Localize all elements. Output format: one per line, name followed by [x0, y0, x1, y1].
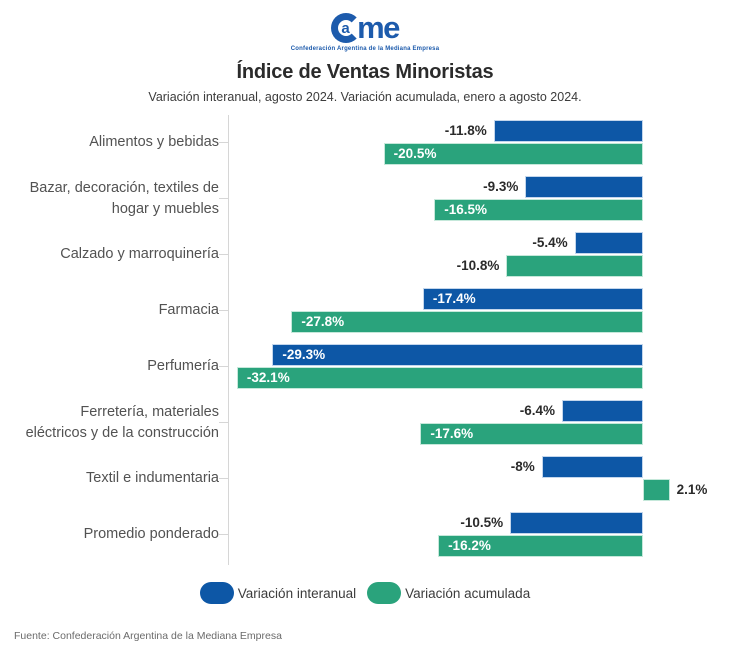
category-label: Farmacia [158, 302, 219, 318]
value-label: -27.8% [301, 314, 345, 329]
value-label: -5.4% [532, 235, 568, 250]
value-label: -9.3% [483, 179, 519, 194]
chart-row [0, 120, 730, 165]
axis-tick-mark [219, 254, 228, 255]
category-label: Ferretería, materiales eléctricos y de la construcción [25, 403, 219, 441]
bar-interanual [510, 512, 643, 534]
came-logo [0, 12, 730, 52]
value-label: -6.4% [519, 403, 556, 418]
legend-label: Variación interanual [237, 585, 357, 601]
bar-interanual [575, 232, 643, 254]
bar-interanual [494, 120, 643, 142]
value-label: -17.6% [430, 426, 474, 441]
axis-tick-mark [219, 478, 228, 479]
value-label: -17.4% [432, 291, 476, 306]
axis-tick-mark [219, 534, 228, 535]
value-label: -8% [510, 459, 535, 474]
chart-row [0, 232, 730, 277]
axis-tick-mark [219, 422, 228, 423]
value-label: -10.8% [456, 258, 500, 273]
category-label: Alimentos y bebidas [89, 134, 219, 150]
value-label: -20.5% [393, 146, 437, 161]
value-label: -16.5% [444, 202, 488, 217]
plot-cell [228, 120, 730, 165]
bar-acumulada [237, 367, 643, 389]
category-label: Perfumería [147, 358, 219, 374]
legend-item-interanual [200, 582, 356, 604]
category-label: Promedio ponderado [83, 526, 219, 542]
bar-interanual [272, 344, 643, 366]
chart-title: Índice de Ventas Minoristas [236, 61, 494, 83]
category-label: Textil e indumentaria [86, 470, 219, 486]
chart-subtitle: Variación interanual, agosto 2024. Variación acumulada, enero a agosto 2024. [148, 90, 582, 104]
value-label: -10.5% [460, 515, 504, 530]
chart-row [0, 400, 730, 445]
bar-interanual [525, 176, 643, 198]
logo-letter-a: a [341, 19, 350, 37]
plot-cell [228, 344, 730, 389]
plot-cell [228, 512, 730, 557]
value-label: -29.3% [282, 347, 326, 362]
legend-label: Variación acumulada [405, 585, 531, 601]
chart-row [0, 344, 730, 389]
chart-row [0, 512, 730, 557]
value-label: -11.8% [444, 123, 487, 138]
chart-legend [0, 582, 730, 604]
axis-tick-mark [219, 310, 228, 311]
header [0, 0, 730, 104]
chart-row [0, 176, 730, 221]
came-logo-mark [331, 12, 399, 44]
logo-letters-me: me [357, 10, 399, 45]
legend-swatch-interanual [200, 582, 234, 604]
source-note: Fuente: Confederación Argentina de la Mediana Empresa [14, 630, 282, 642]
category-label: Bazar, decoración, textiles de hogar y muebles [29, 179, 219, 217]
plot-cell [228, 456, 730, 501]
bar-chart [0, 120, 730, 557]
category-label: Calzado y marroquinería [60, 246, 219, 262]
bar-interanual [562, 400, 643, 422]
chart-row [0, 288, 730, 333]
legend-swatch-acumulada [367, 582, 401, 604]
plot-cell [228, 232, 730, 277]
legend-item-acumulada [367, 582, 530, 604]
bar-interanual [542, 456, 643, 478]
plot-cell [228, 288, 730, 333]
plot-cell [228, 176, 730, 221]
value-label: -32.1% [246, 370, 290, 385]
axis-tick-mark [219, 142, 228, 143]
chart-row [0, 456, 730, 501]
value-label: 2.1% [676, 482, 708, 497]
plot-cell [228, 400, 730, 445]
value-label: -16.2% [448, 538, 491, 553]
bar-acumulada [643, 479, 670, 501]
axis-tick-mark [219, 366, 228, 367]
axis-tick-mark [219, 198, 228, 199]
logo-tagline: Confederación Argentina de la Mediana Empresa [290, 46, 440, 52]
bar-acumulada [506, 255, 643, 277]
chart-rows [0, 120, 730, 557]
